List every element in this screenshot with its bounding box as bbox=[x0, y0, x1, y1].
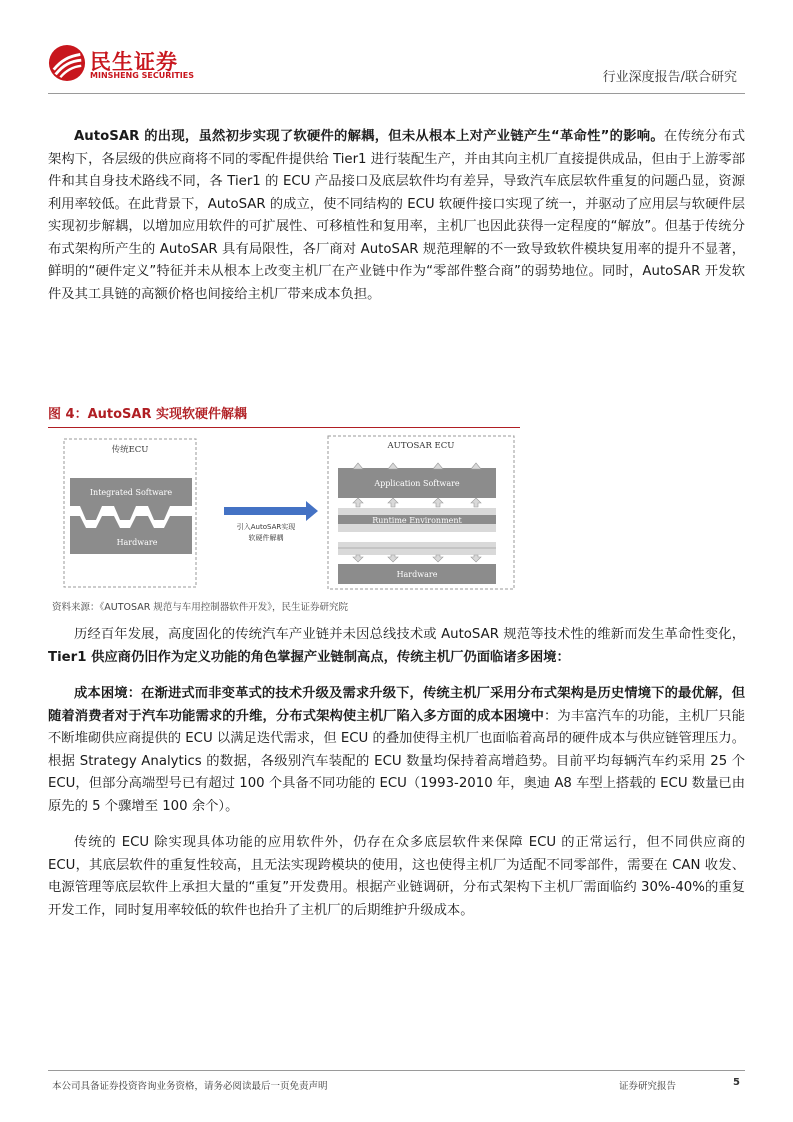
application-software-label: Application Software bbox=[374, 479, 460, 488]
footer-divider bbox=[48, 1070, 745, 1071]
section-autosar-paragraph bbox=[48, 126, 745, 306]
paragraph-base-software-text: 传统的 ECU 除实现具体功能的应用软件外，仍存在众多底层软件来保障 ECU 的正常运行，但不同供应商的 ECU，其底层软件的重复性较高，且无法实现跨模块的使用，这也使得主机厂为适配不同零部件，需要在 CAN 收发、电源管理等底层软件上承担大量的“重复”开发费用。根据产业链调研，分布式架构下主机厂需面临约 30%-40%的重复开发工作，同时复用率较低的软件也抬升了主机厂的后期维护升级成本。 bbox=[48, 835, 745, 918]
footer-series: 证券研究报告 bbox=[619, 1081, 677, 1092]
arrow-up-4-icon bbox=[471, 498, 481, 507]
arrow-top-1-icon bbox=[353, 463, 363, 469]
brand-name-en: MINSHENG SECURITIES bbox=[90, 71, 194, 80]
arrow-up-2-icon bbox=[388, 498, 398, 507]
paragraph-autosar bbox=[48, 126, 745, 306]
figure-title: 图 4：AutoSAR 实现软硬件解耦 bbox=[48, 407, 247, 422]
page-header bbox=[0, 0, 793, 100]
arrow-top-3-icon bbox=[433, 463, 443, 469]
right-hardware-label: Hardware bbox=[396, 570, 438, 579]
arrow-down-2-icon bbox=[388, 555, 398, 562]
paragraph-industry-chain bbox=[48, 624, 745, 669]
arrow-top-4-icon bbox=[471, 463, 481, 469]
logo-mark-icon bbox=[48, 44, 86, 82]
figure-title-bar bbox=[48, 405, 520, 429]
minsheng-logo bbox=[48, 44, 198, 84]
paragraph-industry-bold: Tier1 供应商仍旧作为定义功能的角色掌握产业链制高点，传统主机厂仍面临诸多困境： bbox=[48, 649, 570, 665]
integrated-software-block bbox=[70, 478, 192, 520]
figure-source: 资料来源：《AUTOSAR 规范与车用控制器软件开发》，民生证券研究院 bbox=[52, 602, 349, 613]
arrow-down-4-icon bbox=[471, 555, 481, 562]
arrow-label-line2: 软硬件解耦 bbox=[248, 534, 284, 542]
section-industry-dilemma bbox=[48, 624, 745, 922]
paragraph-lead-bold: AutoSAR 的出现，虽然初步实现了软硬件的解耦，但未从根本上对产业链产生“革命性”的影响。 bbox=[74, 129, 664, 144]
footer-disclaimer: 本公司具备证券投资咨询业务资格，请务必阅读最后一页免责声明 bbox=[52, 1081, 328, 1092]
arrow-up-3-icon bbox=[433, 498, 443, 507]
arrow-down-3-icon bbox=[433, 555, 443, 562]
paragraph-cost-dilemma bbox=[48, 683, 745, 818]
report-type: 行业深度报告/联合研究 bbox=[602, 70, 737, 85]
left-hardware-label: Hardware bbox=[116, 538, 158, 547]
arrow-up-1-icon bbox=[353, 498, 363, 507]
traditional-ecu-label: 传统ECU bbox=[111, 445, 149, 455]
decoupling-arrow-icon bbox=[224, 501, 318, 521]
integrated-software-label: Integrated Software bbox=[89, 488, 173, 497]
header-divider bbox=[48, 93, 745, 94]
arrow-label-line1: 引入AutoSAR实现 bbox=[236, 523, 296, 531]
arrow-top-2-icon bbox=[388, 463, 398, 469]
paragraph-cost-bold: 成本困境：在渐进式而非变革式的技术升级及需求升级下，传统主机厂采用分布式架构是历史情境下的最优解，但随着消费者对于汽车功能需求的升维，分布式架构使主机厂陷入多方面的成本困境中 bbox=[48, 686, 745, 724]
autosar-decoupling-diagram bbox=[48, 430, 520, 598]
paragraph-industry-normal: 历经百年发展，高度固化的传统汽车产业链并未因总线技术或 AutoSAR 规范等技术性的维新而发生革命性变化， bbox=[74, 627, 745, 642]
figure-title-rule bbox=[48, 427, 520, 428]
brand-name-cn: 民生证券 bbox=[90, 50, 178, 74]
page-number: 5 bbox=[733, 1077, 740, 1088]
paragraph-base-software bbox=[48, 832, 745, 922]
autosar-ecu-label: AUTOSAR ECU bbox=[387, 441, 455, 451]
paragraph-cost-normal: ：为丰富汽车的功能，主机厂只能不断堆砌供应商提供的 ECU 以满足迭代需求，但 ECU 的叠加使得主机厂也面临着高昂的硬件成本与供应链管理压力。根据 Strategy Analytics 的数据，各级别汽车装配的 ECU 数量均保持着高增趋势。目前平均每辆汽车约采用 25 个 ECU，但部分高端型号已有超过 100 个具备不同功能的 ECU（1993-2010 年，奥迪 A8 车型上搭载的 ECU 数量已由原先的 5 个骤增至 100 余个）。 bbox=[48, 708, 746, 814]
runtime-environment-label: Runtime Environment bbox=[372, 516, 462, 525]
left-hardware-block bbox=[70, 516, 192, 554]
arrow-down-1-icon bbox=[353, 555, 363, 562]
paragraph-body: 在传统分布式架构下，各层级的供应商将不同的零配件提供给 Tier1 进行装配生产，并由其向主机厂直接提供成品，但由于上游零部件和其自身技术路线不同，各 Tier1 的 ECU 产品接口及底层软件均有差异，导致汽车底层软件重复的问题凸显，资源利用率较低。在此背景下，AutoSAR 的成立，使不同结构的 ECU 软硬件接口实现了统一，并驱动了应用层与软硬件层实现初步解耦，以增加应用软件的可扩展性、可移植性和复用率，主机厂也因此获得一定程度的“解放”。但基于传统分布式架构所产生的 AutoSAR 具有局限性，各厂商对 AutoSAR 规范理解的不一致导致软件模块复用率的提升不显著，鲜明的“硬件定义”特征并未从根本上改变主机厂在产业链中作为“零部件整合商”的弱势地位。同时，AutoSAR 开发软件及其工具链的高额价格也间接给主机厂带来成本负担。 bbox=[48, 129, 745, 302]
